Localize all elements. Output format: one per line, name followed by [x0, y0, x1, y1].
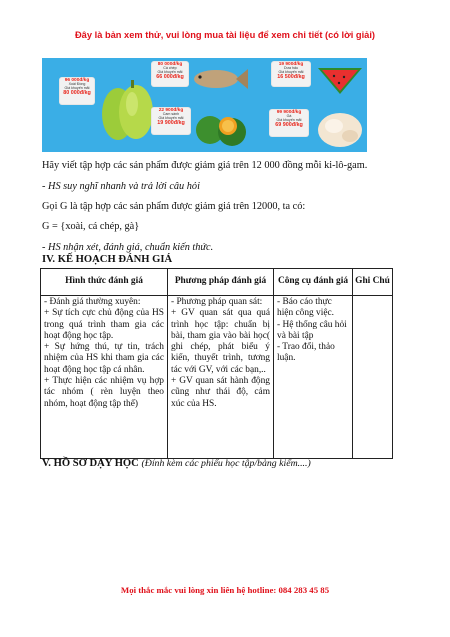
cell-line: + Sự tích cực chủ động của HS trong quá trình tham gia các hoạt động học tập.	[44, 308, 164, 341]
sale-caption: Giá khuyến mãi	[158, 115, 184, 120]
table-row	[41, 296, 393, 459]
cell-form	[41, 296, 168, 459]
promo-card-orange	[152, 106, 252, 152]
chicken-icon	[314, 108, 366, 150]
cell-line: - Báo cáo thực hiện công việc.	[277, 297, 335, 319]
orange-icon	[194, 108, 248, 148]
product-name: Dưa hấu	[284, 66, 298, 71]
cell-line: + GV quan sát qua quá trình học tập: chuẩn bị bài, tham gia vào bài học( ghi chép, phát biểu ý kiến, thuyết trình, tương tác với GV, với các bạn,..	[171, 308, 270, 375]
original-price: 99 900đ/kg	[276, 110, 302, 115]
original-price: 80 000đ/kg	[157, 62, 183, 67]
sale-price: 69 900đ/kg	[275, 121, 303, 128]
assessment-table	[40, 268, 393, 459]
promo-card-mango	[48, 70, 160, 150]
product-name: Cá chép	[163, 66, 177, 71]
hotline-footer: Mọi thắc mắc vui lòng xin liên hệ hotline: 084 283 45 85	[120, 585, 330, 595]
promo-card-watermelon	[272, 60, 366, 100]
records-note: (Đính kèm các phiếu học tập/bảng kiểm....)	[141, 458, 311, 469]
original-price: 19 900đ/kg	[278, 62, 304, 67]
section-heading-assessment: IV. KẾ HOẠCH ĐÁNH GIÁ	[42, 254, 173, 265]
preview-banner: Đây là bản xem thử, vui lòng mua tài liệu để xem chi tiết (có lời giải)	[74, 30, 376, 40]
cell-method	[168, 296, 274, 459]
cell-line: + Thực hiện các nhiệm vụ hợp tác nhóm ( rèn luyện theo nhóm, hoạt động tập thể)	[44, 376, 164, 409]
cell-line: + GV quan sát hành động cũng như thái độ, cảm xúc của HS.	[171, 376, 270, 409]
product-name: Xoài Đồng	[68, 82, 86, 87]
cell-tool	[274, 296, 353, 459]
carp-fish-icon	[190, 66, 248, 92]
mango-icon	[96, 74, 158, 148]
sale-price: 66 000đ/kg	[156, 73, 184, 80]
promo-image	[42, 58, 367, 152]
sale-price: 16 500đ/kg	[277, 73, 305, 80]
hs-think-text: - HS suy nghĩ nhanh và trả lời câu hỏi	[42, 181, 200, 192]
set-g-text: G = {xoài, cá chép, gà}	[42, 221, 140, 232]
cell-line: - Hệ thống câu hỏi và bài tập	[277, 319, 347, 341]
sale-caption: Giá khuyến mãi	[278, 69, 304, 74]
cell-line: - Đánh giá thường xuyên:	[44, 297, 141, 307]
header-tool: Công cụ đánh giá	[274, 269, 353, 296]
price-tag	[152, 62, 188, 86]
sale-caption: Giá khuyến mãi	[157, 69, 183, 74]
define-set-text: Gọi G là tập hợp các sản phẩm được giảm giá trên 12000, ta có:	[42, 201, 306, 212]
original-price: 96 000đ/kg	[64, 78, 90, 83]
hs-review-text: - HS nhận xét, đánh giá, chuẩn kiến thức.	[42, 242, 214, 253]
records-title: V. HỒ SƠ DẠY HỌC	[42, 458, 139, 469]
header-note: Ghi Chú	[353, 269, 393, 296]
sale-price: 19 900đ/kg	[157, 119, 185, 126]
price-tag	[152, 108, 190, 134]
section-heading-records	[42, 458, 311, 469]
header-form: Hình thức đánh giá	[41, 269, 168, 296]
price-tag	[270, 110, 308, 136]
cell-line: + Sự hứng thú, tự tin, trách nhiệm của HS khi tham gia các hoạt động học tập cá nhân.	[44, 342, 164, 375]
promo-card-carp	[152, 60, 248, 108]
promo-card-chicken	[270, 106, 366, 152]
table-header-row	[41, 269, 393, 296]
sale-caption: Giá khuyến mãi	[276, 117, 302, 122]
original-price: 22 900đ/kg	[158, 108, 184, 113]
cell-line: - Phương pháp quan sát:	[171, 297, 263, 307]
cell-note	[353, 296, 393, 459]
question-text: Hãy viết tập hợp các sản phẩm được giảm giá trên 12 000 đồng mỗi ki-lô-gam.	[42, 160, 368, 171]
header-method: Phương pháp đánh giá	[168, 269, 274, 296]
price-tag	[60, 78, 94, 104]
product-name: Cam sành	[162, 112, 180, 117]
watermelon-icon	[316, 64, 364, 96]
sale-caption: Giá khuyến mãi	[64, 85, 90, 90]
sale-price: 80 000đ/kg	[63, 89, 91, 96]
cell-line: - Trao đổi, thảo luận.	[277, 342, 335, 364]
product-name: Gà	[286, 114, 292, 119]
price-tag	[272, 62, 310, 86]
